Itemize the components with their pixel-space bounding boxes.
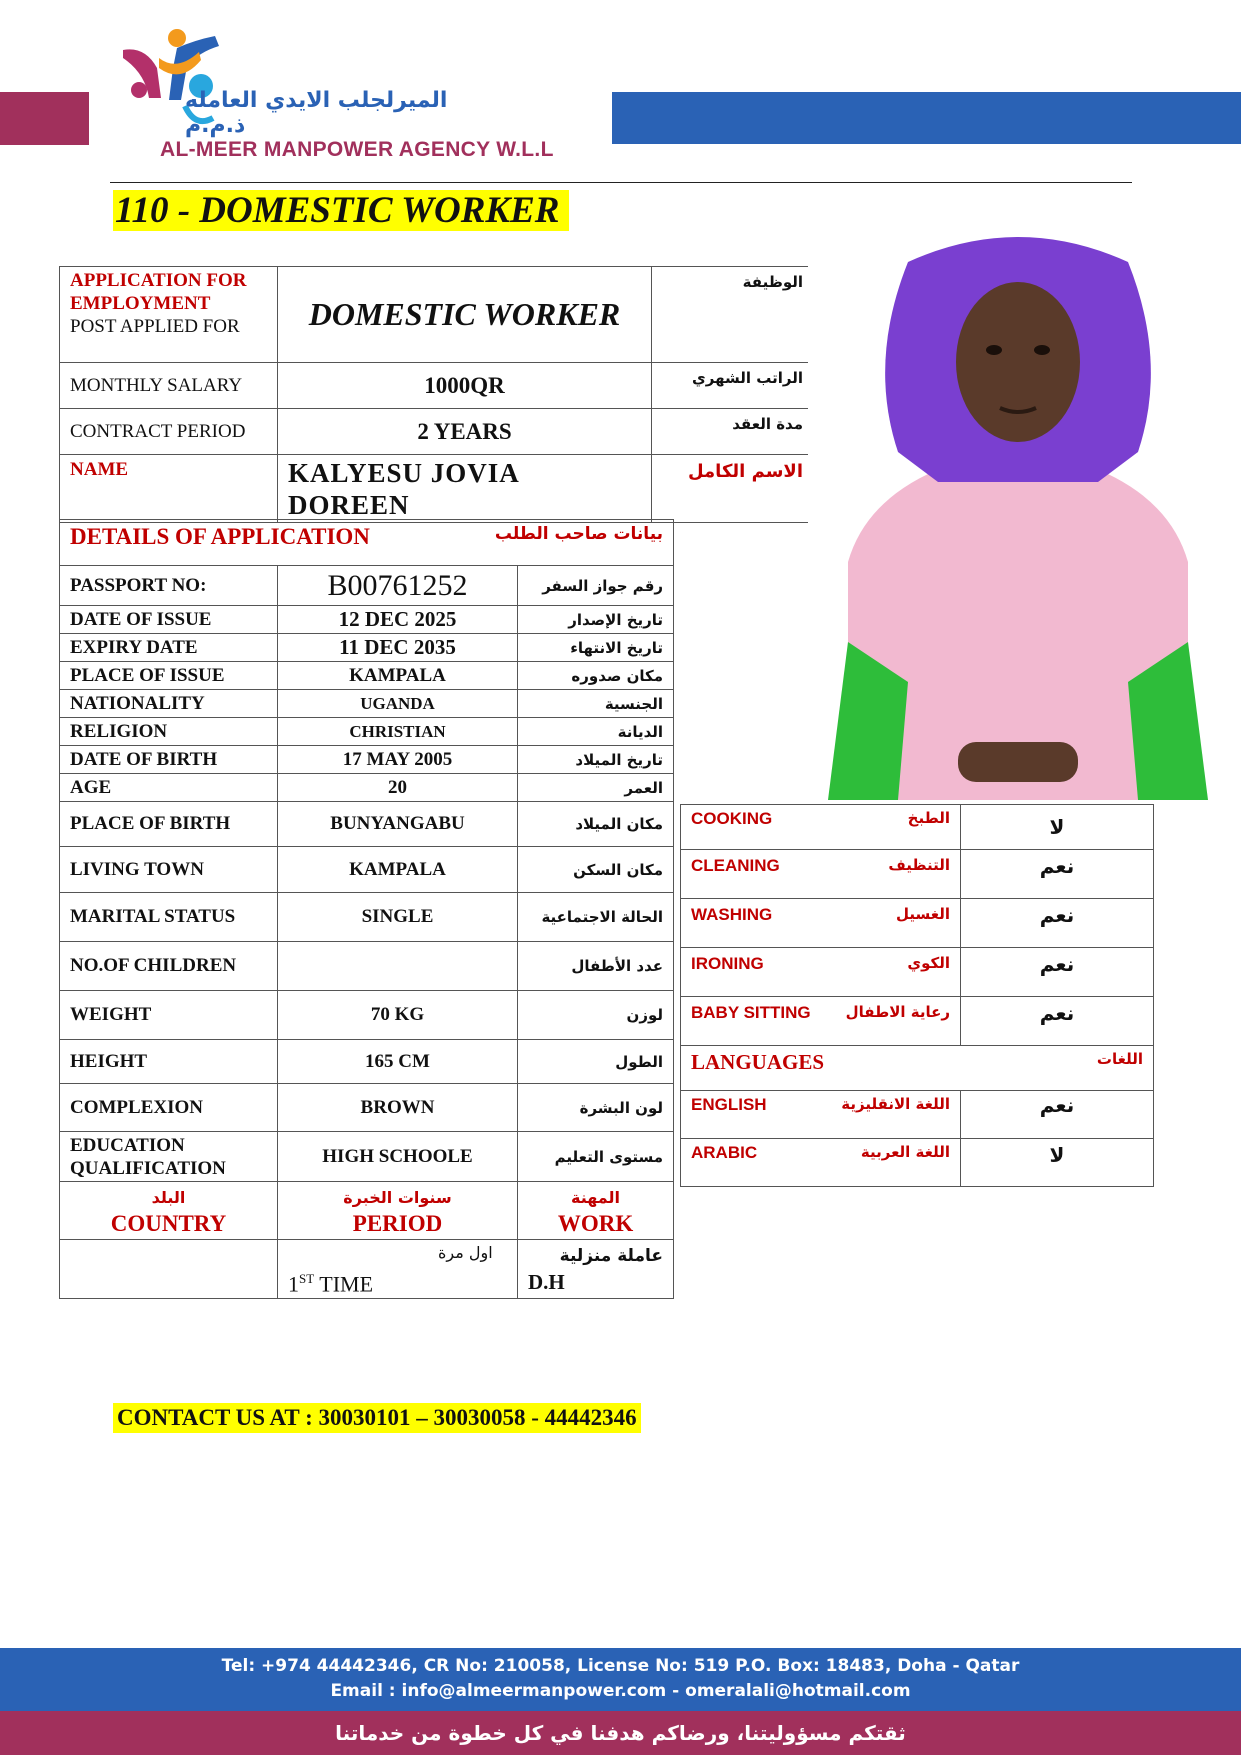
footer-contact-bar xyxy=(0,1648,1241,1711)
post-label-arabic: الوظيفة xyxy=(652,267,814,363)
post-value-cell xyxy=(278,267,652,363)
detail-label-arabic: العمر xyxy=(518,774,674,802)
detail-label-arabic: الجنسية xyxy=(518,690,674,718)
skill-cell xyxy=(681,997,961,1046)
detail-row xyxy=(60,774,674,802)
detail-label: RELIGION xyxy=(60,718,278,746)
detail-row xyxy=(60,606,674,634)
detail-row xyxy=(60,718,674,746)
detail-row xyxy=(60,847,674,893)
detail-label: PLACE OF BIRTH xyxy=(60,802,278,847)
detail-value xyxy=(278,942,518,991)
footer-tagline: ثقتكم مسؤوليتنا، ورضاكم هدفنا في كل خطوة من خدماتنا xyxy=(0,1711,1241,1755)
company-name-english: AL-MEER MANPOWER AGENCY W.L.L xyxy=(160,138,554,161)
detail-label: COMPLEXION xyxy=(60,1084,278,1132)
detail-label-arabic: مكان السكن xyxy=(518,847,674,893)
detail-label: WEIGHT xyxy=(60,991,278,1040)
details-heading-cell xyxy=(60,520,674,566)
skill-label-arabic: الطبخ xyxy=(907,809,950,827)
detail-label: DATE OF ISSUE xyxy=(60,606,278,634)
language-label: ARABIC xyxy=(691,1143,758,1162)
experience-header-row xyxy=(60,1182,674,1240)
details-table xyxy=(59,519,674,1299)
detail-label: HEIGHT xyxy=(60,1040,278,1084)
footer-line-2: Email : info@almeermanpower.com - omeralali@hotmail.com xyxy=(330,1681,911,1701)
detail-row xyxy=(60,662,674,690)
detail-value: BROWN xyxy=(278,1084,518,1132)
detail-label: NO.OF CHILDREN xyxy=(60,942,278,991)
detail-label-arabic: مكان الميلاد xyxy=(518,802,674,847)
detail-label: DATE OF BIRTH xyxy=(60,746,278,774)
skill-cell xyxy=(681,948,961,997)
detail-label: LIVING TOWN xyxy=(60,847,278,893)
post-label-cell xyxy=(60,267,278,363)
skill-cell xyxy=(681,899,961,948)
language-cell xyxy=(681,1091,961,1139)
detail-label: PLACE OF ISSUE xyxy=(60,662,278,690)
detail-label-arabic: الطول xyxy=(518,1040,674,1084)
experience-period-cell xyxy=(278,1240,518,1299)
detail-label: PASSPORT NO: xyxy=(60,566,278,606)
name-label-arabic: الاسم الكامل xyxy=(652,455,814,523)
skill-label-arabic: التنظيف xyxy=(888,856,950,874)
language-row xyxy=(681,1091,1154,1139)
languages-heading-cell xyxy=(681,1046,1154,1091)
experience-country-label: COUNTRY xyxy=(110,1210,227,1236)
detail-label: EXPIRY DATE xyxy=(60,634,278,662)
skill-value: نعم xyxy=(961,948,1154,997)
detail-row xyxy=(60,746,674,774)
experience-work-header xyxy=(518,1182,674,1240)
skill-row xyxy=(681,850,1154,899)
experience-work-arabic-value: عاملة منزلية xyxy=(559,1246,664,1266)
applicant-photo xyxy=(808,222,1228,800)
skill-cell xyxy=(681,805,961,850)
detail-value: 70 KG xyxy=(278,991,518,1040)
experience-period-arabic-value: اول مرة xyxy=(438,1243,493,1263)
detail-row xyxy=(60,1040,674,1084)
experience-country-arabic: البلد xyxy=(151,1187,186,1207)
details-heading: DETAILS OF APPLICATION xyxy=(70,524,370,549)
skill-label: WASHING xyxy=(691,905,773,924)
detail-label: AGE xyxy=(60,774,278,802)
detail-value: SINGLE xyxy=(278,893,518,942)
application-table xyxy=(59,266,814,523)
detail-value: B00761252 xyxy=(278,566,518,606)
language-value: لا xyxy=(961,1139,1154,1187)
detail-value: UGANDA xyxy=(278,690,518,718)
language-label-arabic: اللغة الانقليزية xyxy=(841,1095,950,1113)
skill-value: لا xyxy=(961,805,1154,850)
detail-value: HIGH SCHOOLE xyxy=(278,1132,518,1182)
contract-label-arabic: مدة العقد xyxy=(652,409,814,455)
detail-value: 11 DEC 2035 xyxy=(278,634,518,662)
footer-line-1: Tel: +974 44442346, CR No: 210058, License No: 519 P.O. Box: 18483, Doha - Qatar xyxy=(221,1656,1020,1676)
detail-label-arabic: تاريخ الإصدار xyxy=(518,606,674,634)
detail-row xyxy=(60,1084,674,1132)
skill-row xyxy=(681,948,1154,997)
experience-country-value xyxy=(60,1240,278,1299)
detail-value: KAMPALA xyxy=(278,662,518,690)
languages-heading-row xyxy=(681,1046,1154,1091)
detail-row xyxy=(60,802,674,847)
detail-value: 165 CM xyxy=(278,1040,518,1084)
detail-value: KAMPALA xyxy=(278,847,518,893)
skill-value: نعم xyxy=(961,997,1154,1046)
name-label: NAME xyxy=(60,455,278,523)
detail-label-arabic: رقم جواز السفر xyxy=(518,566,674,606)
experience-period-label: PERIOD xyxy=(352,1210,443,1236)
experience-period-suffix: ST xyxy=(299,1271,315,1287)
experience-work-arabic: المهنة xyxy=(571,1187,621,1207)
post-value: DOMESTIC WORKER xyxy=(308,296,621,332)
detail-label-arabic: عدد الأطفال xyxy=(518,942,674,991)
detail-row xyxy=(60,566,674,606)
detail-label-arabic: مكان صدوره xyxy=(518,662,674,690)
skill-row xyxy=(681,899,1154,948)
detail-value: 20 xyxy=(278,774,518,802)
page-title: 110 - DOMESTIC WORKER xyxy=(113,190,569,231)
experience-period-text: TIME xyxy=(314,1271,374,1297)
detail-row xyxy=(60,690,674,718)
company-name-arabic: الميرلجلب الايدي العامله ذ.م.م xyxy=(185,88,448,138)
skill-label: IRONING xyxy=(691,954,764,973)
skill-label: COOKING xyxy=(691,809,773,828)
experience-work-value: D.H xyxy=(528,1270,565,1294)
detail-value: 12 DEC 2025 xyxy=(278,606,518,634)
skill-value: نعم xyxy=(961,850,1154,899)
skill-row xyxy=(681,805,1154,850)
skill-row xyxy=(681,997,1154,1046)
language-cell xyxy=(681,1139,961,1187)
skill-label: CLEANING xyxy=(691,856,780,875)
details-heading-arabic: بيانات صاحب الطلب xyxy=(494,524,664,544)
post-label-red: APPLICATION FOR EMPLOYMENT xyxy=(70,270,247,314)
contract-value: 2 YEARS xyxy=(278,409,652,455)
experience-period-number: 1 xyxy=(288,1271,299,1297)
header-bar-right xyxy=(612,92,1241,144)
post-label: POST APPLIED FOR xyxy=(70,316,240,337)
detail-row xyxy=(60,1132,674,1182)
contract-label: CONTRACT PERIOD xyxy=(60,409,278,455)
language-row xyxy=(681,1139,1154,1187)
detail-value: 17 MAY 2005 xyxy=(278,746,518,774)
experience-work-cell xyxy=(518,1240,674,1299)
skill-label-arabic: رعاية الاطفال xyxy=(845,1003,950,1021)
header-bar-left xyxy=(0,92,89,145)
detail-label-arabic: مستوى التعليم xyxy=(518,1132,674,1182)
detail-row xyxy=(60,991,674,1040)
skill-label: BABY SITTING xyxy=(691,1003,811,1022)
detail-label-arabic: الحالة الاجتماعية xyxy=(518,893,674,942)
languages-heading: LANGUAGES xyxy=(691,1050,825,1074)
experience-work-label: WORK xyxy=(557,1210,634,1236)
language-label-arabic: اللغة العربية xyxy=(860,1143,950,1161)
detail-row xyxy=(60,634,674,662)
contact-line: CONTACT US AT : 30030101 – 30030058 - 44442346 xyxy=(113,1403,641,1433)
languages-heading-arabic: اللغات xyxy=(1096,1050,1143,1068)
name-value: KALYESU JOVIA DOREEN xyxy=(278,455,652,523)
detail-label-arabic: لون البشرة xyxy=(518,1084,674,1132)
detail-label-arabic: تاريخ الميلاد xyxy=(518,746,674,774)
experience-country-header xyxy=(60,1182,278,1240)
detail-row xyxy=(60,893,674,942)
language-label: ENGLISH xyxy=(691,1095,767,1114)
salary-label-arabic: الراتب الشهري xyxy=(652,363,814,409)
salary-value: 1000QR xyxy=(278,363,652,409)
header-divider xyxy=(110,182,1132,183)
detail-label-arabic: تاريخ الانتهاء xyxy=(518,634,674,662)
skill-label-arabic: الكوي xyxy=(907,954,950,972)
skills-table xyxy=(680,804,1154,1187)
detail-label: EDUCATION QUALIFICATION xyxy=(60,1132,278,1182)
detail-label: NATIONALITY xyxy=(60,690,278,718)
detail-value: BUNYANGABU xyxy=(278,802,518,847)
experience-period-value xyxy=(288,1266,507,1297)
detail-label-arabic: لوزن xyxy=(518,991,674,1040)
details-heading-row xyxy=(60,520,674,566)
detail-label: MARITAL STATUS xyxy=(60,893,278,942)
detail-label-arabic: الديانة xyxy=(518,718,674,746)
skill-value: نعم xyxy=(961,899,1154,948)
skill-cell xyxy=(681,850,961,899)
experience-period-arabic: سنوات الخبرة xyxy=(343,1187,452,1207)
detail-value: CHRISTIAN xyxy=(278,718,518,746)
language-value: نعم xyxy=(961,1091,1154,1139)
salary-label: MONTHLY SALARY xyxy=(60,363,278,409)
skill-label-arabic: الغسيل xyxy=(895,905,950,923)
experience-row xyxy=(60,1240,674,1299)
detail-row xyxy=(60,942,674,991)
experience-period-header xyxy=(278,1182,518,1240)
